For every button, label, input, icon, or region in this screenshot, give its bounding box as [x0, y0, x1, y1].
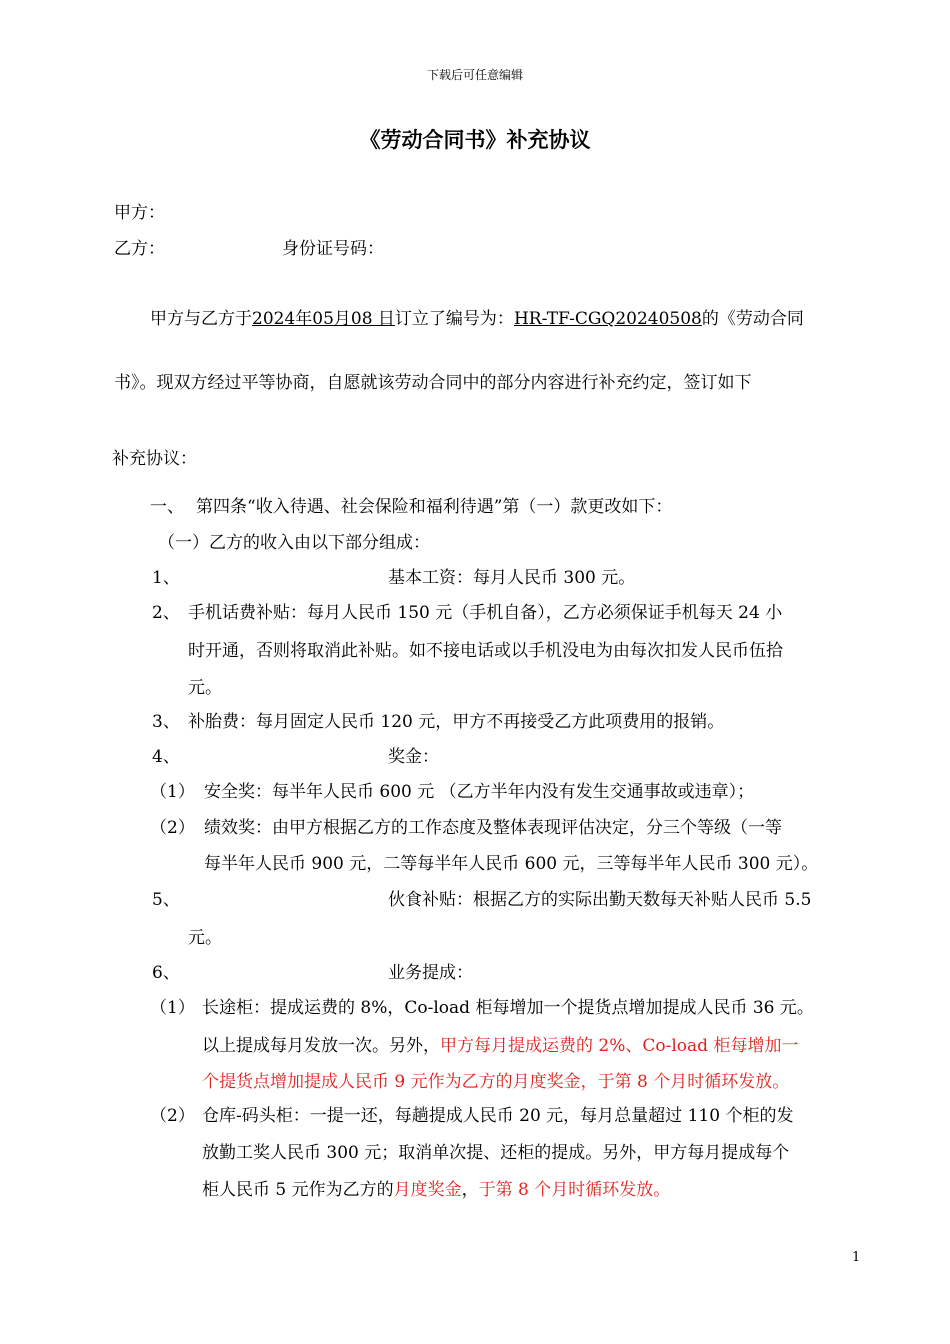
intro-text: 的《劳动合同	[701, 309, 804, 329]
article-title: 第四条“收入待遇、社会保险和福利待遇”第（一）款更改如下：	[196, 497, 673, 517]
item-6-text: 业务提成：	[388, 963, 473, 983]
party-a-label: 甲方：	[114, 203, 165, 223]
item-5-line2: 元。	[188, 928, 222, 948]
item-6-2-text: 柜人民币 5 元作为乙方的	[202, 1180, 394, 1200]
item-2-line3: 元。	[188, 678, 222, 698]
item-6-2-highlight: 月度奖金	[393, 1180, 462, 1200]
item-6-number: 6、	[152, 963, 180, 983]
item-6-2-line2: 放勤工奖人民币 300 元；取消单次提、还柜的提成。另外，甲方每月提成每个	[202, 1143, 790, 1163]
item-6-2-number: （2）	[150, 1106, 195, 1126]
party-b-label: 乙方：	[114, 239, 165, 259]
item-6-1-text: 以上提成每月发放一次。另外，	[202, 1036, 440, 1056]
signing-date: 2024年05月08 日	[252, 309, 395, 329]
item-1-number: 1、	[152, 568, 180, 588]
id-number-label: 身份证号码：	[282, 239, 384, 259]
item-6-2-text: ，	[461, 1180, 479, 1200]
item-3-text: 补胎费：每月固定人民币 120 元，甲方不再接受乙方此项费用的报销。	[188, 712, 725, 732]
intro-text: 书》。现双方经过平等协商，	[114, 373, 327, 393]
item-2-line2: 时开通，否则将取消此补贴。如不接电话或以手机没电为由每次扣发人民币伍拾	[188, 641, 783, 661]
intro-paragraph-line2	[114, 368, 752, 393]
item-1-text: 基本工资：每月人民币 300 元。	[388, 568, 636, 588]
item-4-1-text: 安全奖：每半年人民币 600 元 （乙方半年内没有发生交通事故或违章）；	[204, 782, 755, 802]
item-4-number: 4、	[152, 747, 180, 767]
contract-number: HR-TF-CGQ20240508	[513, 309, 702, 329]
item-6-1-line2	[202, 1031, 798, 1056]
item-4-2-number: （2）	[150, 818, 195, 838]
item-2-number: 2、	[152, 603, 180, 623]
item-2-line1: 手机话费补贴：每月人民币 150 元（手机自备），乙方必须保证手机每天 24 小	[188, 603, 783, 623]
item-4-1-number: （1）	[150, 782, 195, 802]
article-sub-heading: （一）乙方的收入由以下部分组成：	[158, 533, 430, 553]
item-6-2-line3	[202, 1175, 670, 1200]
document-title: 《劳动合同书》补充协议	[359, 128, 591, 152]
item-6-1-highlight: 甲方每月提成运费的 2%、Co-load 柜每增加一	[440, 1036, 799, 1056]
item-6-2-line1: 仓库-码头柜：一提一还，每趟提成人民币 20 元，每月总量超过 110 个柜的发	[202, 1106, 794, 1126]
item-5-line1: 伙食补贴：根据乙方的实际出勤天数每天补贴人民币 5.5	[388, 890, 812, 910]
intro-paragraph-line1	[150, 304, 804, 329]
article-title-number: 一、	[150, 497, 184, 517]
item-6-2-highlight: 于第 8 个月时循环发放。	[478, 1180, 671, 1200]
intro-text: 自愿就该劳动合同中的部分内容进行补充约定，签订如下	[326, 373, 752, 393]
header-note: 下载后可任意编辑	[426, 68, 523, 82]
supplement-heading: 补充协议：	[112, 449, 197, 469]
intro-text: 甲方与乙方于	[150, 309, 252, 329]
item-5-number: 5、	[152, 890, 180, 910]
page-number: 1	[852, 1250, 861, 1265]
item-3-number: 3、	[152, 712, 180, 732]
item-4-2-line2: 每半年人民币 900 元，二等每半年人民币 600 元，三等每半年人民币 300 元）。	[204, 854, 819, 874]
item-4-2-line1: 绩效奖：由甲方根据乙方的工作态度及整体表现评估决定，分三个等级（一等	[204, 818, 782, 838]
item-6-1-line1: 长途柜：提成运费的 8%，Co-load 柜每增加一个提货点增加提成人民币 36 元。	[202, 998, 814, 1018]
intro-text: 订立了编号为：	[394, 309, 514, 329]
item-4-text: 奖金：	[388, 747, 439, 767]
item-6-1-number: （1）	[150, 998, 195, 1018]
item-6-1-line3: 个提货点增加提成人民币 9 元作为乙方的月度奖金，于第 8 个月时循环发放。	[202, 1072, 790, 1092]
